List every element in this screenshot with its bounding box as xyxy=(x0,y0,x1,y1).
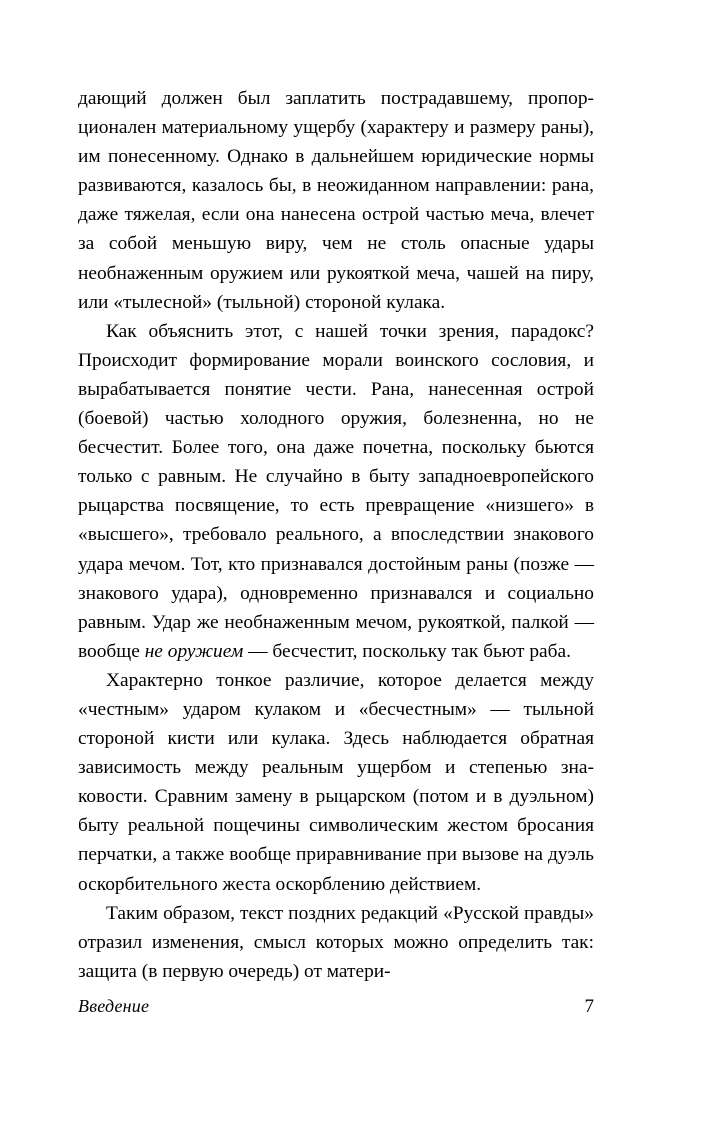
paragraph-2-tail: — бесчестит, поскольку так бьют раба. xyxy=(243,640,571,662)
page-number: 7 xyxy=(584,996,594,1017)
paragraph-3: Характерно тонкое различие, которое делается между «честным» ударом кулаком и «бесчестным» — тыльной стороной кисти или кулака. Здесь наблюдается обратная зависимость между реальным ущербом и степенью знаковости. Сравним замену в рыцарском (потом и в дуэльном) быту реальной пощечины символическим жестом бросания перчатки, а также вообще приравнивание при вызове на дуэль оскорбительного жеста оскорблению действием. xyxy=(78,669,594,895)
paragraph-1: дающий должен был заплатить пострадавшему, пропорционален материальному ущербу (характеру и размеру раны), им понесенному. Однако в дальнейшем юридические нормы развиваются, казалось бы, в неожиданном направлении: рана, даже тяжелая, если она нанесена острой частью меча, влечет за собой меньшую виру, чем не столь опасные удары необнаженным оружием или рукояткой меча, чашей на пиру, или «тылесной» (тыльной) стороной кулака. xyxy=(78,88,594,313)
paragraph-2-italic-phrase: не оружием xyxy=(144,640,244,662)
footer-section-title: Введение xyxy=(78,996,150,1016)
page-footer xyxy=(78,996,594,1018)
paragraph-2 xyxy=(78,317,594,666)
paragraph-4: Таким образом, текст поздних редакций «Русской правды» отразил изменения, смысл которых можно определить так: защита (в первую очередь) от матери- xyxy=(78,902,594,982)
paragraph-2-text: Как объяснить этот, с нашей точки зрения, парадокс? Происходит формирование морали воинского сословия, и вырабатывается понятие чести. Рана, нанесенная острой (боевой) частью холодного оружия, болезненна, но не бесчестит. Более того, она даже почетна, поскольку бьются только с равным. Не случайно в быту западноевропейского рыцарства посвящение, то есть превращение «низшего» в «высшего», требовало реального, а впоследствии знакового удара мечом. Тот, кто признавался достойным раны (позже — знакового удара), одновременно признавался и социально равным. Удар же необнаженным мечом, рукояткой, палкой — вообще xyxy=(78,320,594,662)
page-text-block xyxy=(78,84,594,986)
